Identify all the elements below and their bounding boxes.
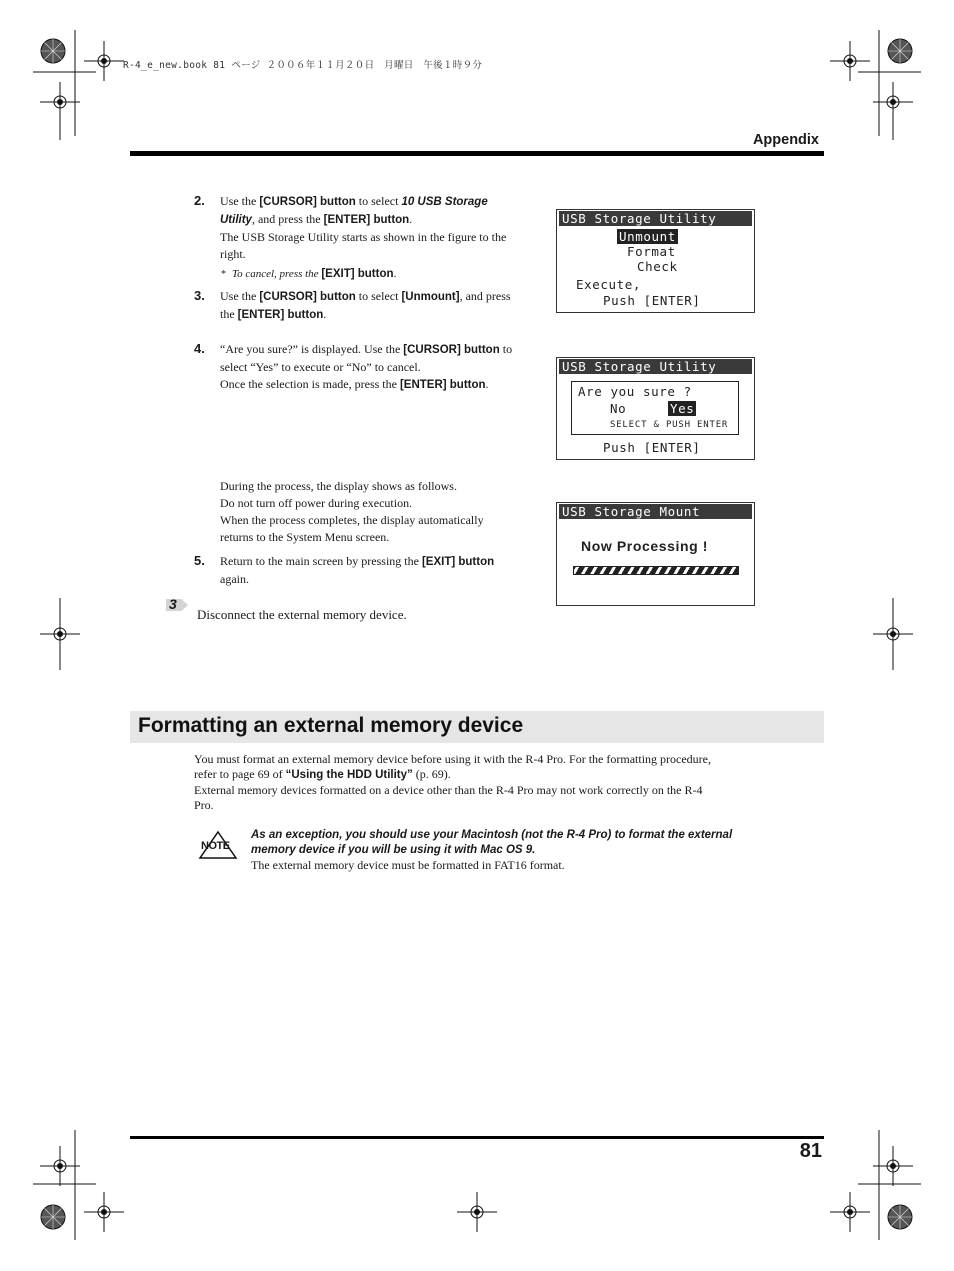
lcd-title: USB Storage Mount xyxy=(559,504,752,519)
step-4-text: “Are you sure?” is displayed. Use the [CURSOR] button to select “Yes” to execute or “No” to cancel. Once the selection is made, press the [ENTER] button. xyxy=(220,342,513,391)
running-header: Appendix xyxy=(752,132,819,148)
section-title: Formatting an external memory device xyxy=(138,714,524,737)
main-step-marker xyxy=(166,597,190,613)
lcd-text: Push [ENTER] xyxy=(603,440,701,455)
progress-bar xyxy=(573,566,739,575)
lcd-text: Execute, xyxy=(576,277,642,292)
main-step-text: Disconnect the external memory device. xyxy=(197,607,407,622)
note-icon: NOTE xyxy=(198,830,238,860)
lcd-menu-item: Check xyxy=(637,259,678,274)
lcd-usb-storage-utility xyxy=(556,209,755,313)
step-number: 2. xyxy=(194,193,205,208)
processing-status: Now Processing ! xyxy=(581,538,709,554)
footer-rule xyxy=(130,1136,824,1139)
confirm-question: Are you sure ? xyxy=(578,384,692,399)
lcd-are-you-sure xyxy=(556,357,755,460)
header-rule xyxy=(130,151,824,156)
lcd-text: Push [ENTER] xyxy=(603,293,701,308)
confirm-dialog xyxy=(571,381,739,435)
step-number: 3. xyxy=(194,288,205,303)
confirm-hint: SELECT & PUSH ENTER xyxy=(610,420,729,430)
step-5-text: Return to the main screen by pressing the [EXIT] button again. xyxy=(220,554,495,586)
lcd-selected-item: Unmount xyxy=(619,229,676,244)
print-info: R-4_e_new.book 81 ページ ２００６年１１月２０日 月曜日 午後１時９分 xyxy=(123,60,483,71)
cancel-note: * To cancel, press the [EXIT] button. xyxy=(221,266,397,280)
lcd-title: USB Storage Utility xyxy=(559,359,752,374)
lcd-menu-item: Format xyxy=(627,244,676,259)
section-header xyxy=(130,711,824,743)
process-text: During the process, the display shows as follows. Do not turn off power during execution. When the process completes, the display automatically returns to the System Menu screen. xyxy=(220,479,484,544)
option-no: No xyxy=(610,401,627,416)
section-body: You must format an external memory device before using it with the R-4 Pro. For the formatting procedure, refer to page 69 of “Using the HDD Utility” (p. 69). External memory devices formatted on a device other than the R-4 Pro may not work correctly on the R-4 Pro. xyxy=(194,752,711,812)
lcd-processing xyxy=(556,502,755,606)
option-yes: Yes xyxy=(670,401,695,416)
note-content: As an exception, you should use your Macintosh (not the R-4 Pro) to format the external memory device if you will be using it with Mac OS 9. The external memory device must be formatted in FAT16 format. xyxy=(251,829,733,872)
lcd-title: USB Storage Utility xyxy=(559,211,752,226)
page-number: 81 xyxy=(799,1140,822,1162)
step-number: 5. xyxy=(194,553,205,568)
step-2-text: Use the [CURSOR] button to select 10 USB Storage Utility, and press the [ENTER] button. The USB Storage Utility starts as shown in the figure to the right. xyxy=(220,194,507,261)
main-step-number: 3 xyxy=(169,596,177,612)
step-3-text: Use the [CURSOR] button to select [Unmount], and press the [ENTER] button. xyxy=(220,289,511,321)
step-number: 4. xyxy=(194,341,205,356)
